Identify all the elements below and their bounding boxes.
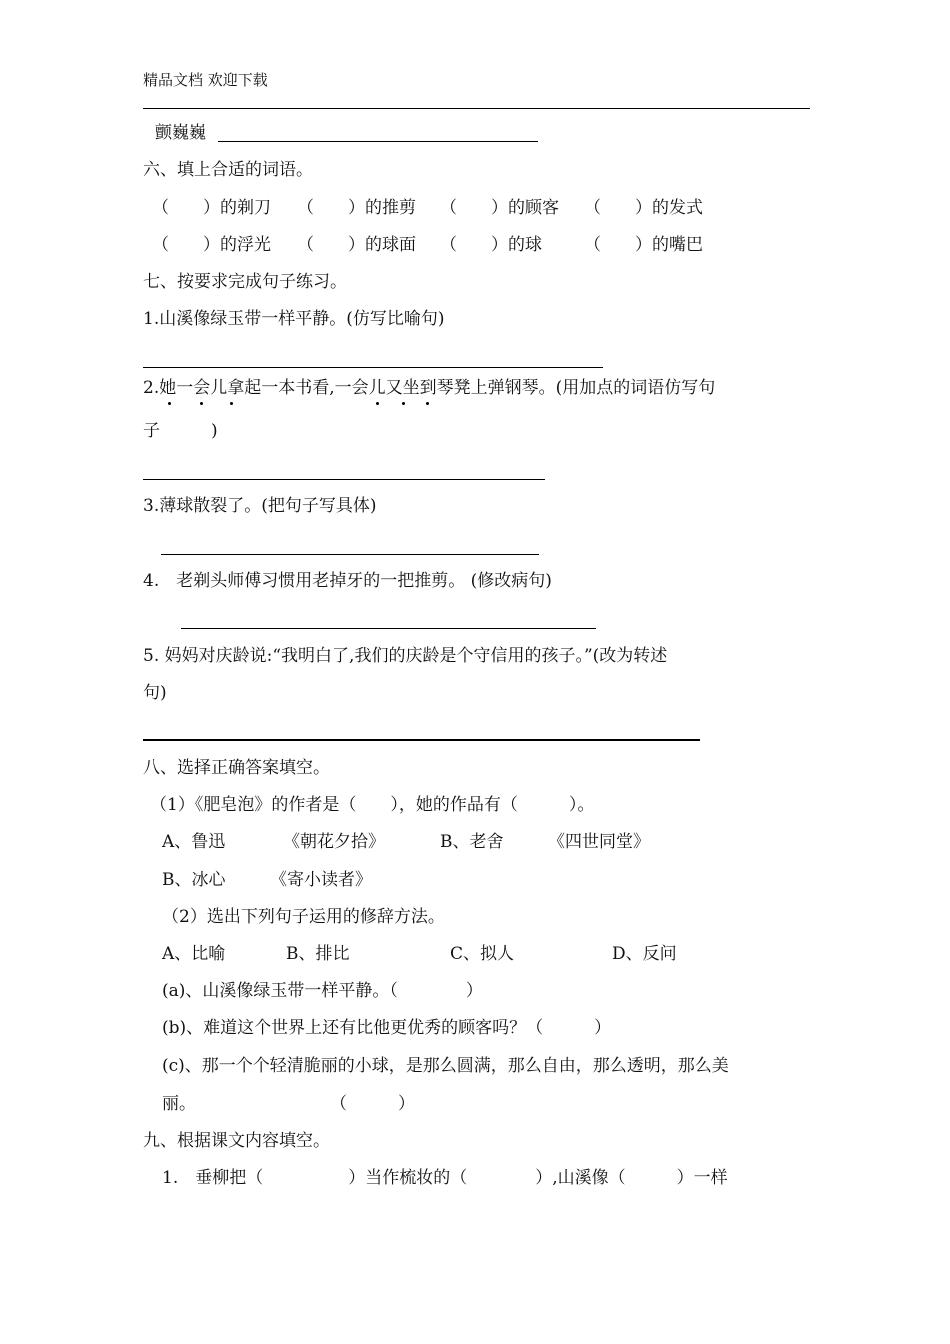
fill-item: （ ）的剃刀 <box>152 198 271 218</box>
rhetoric-option: D、反问 <box>612 944 677 964</box>
fill-item: （ ）的球面 <box>297 235 416 255</box>
emphasis-dot <box>402 402 405 405</box>
header-rule <box>143 108 810 109</box>
rhetoric-option: C、拟人 <box>450 944 515 964</box>
fill-question-1: 1. 垂柳把（ ）当作梳妆的（ ）,山溪像（ ）一样 <box>162 1168 728 1188</box>
sentence-a: (a)、山溪像绿玉带一样平静。（ ） <box>162 981 483 1001</box>
fill-item: （ ）的发式 <box>584 198 703 218</box>
emphasis-dot <box>168 402 171 405</box>
emphasis-dot <box>376 402 379 405</box>
emphasis-dot <box>230 402 233 405</box>
rhetoric-option: B、排比 <box>286 944 350 964</box>
answer-blank <box>143 367 603 368</box>
choice-question-2: （2）选出下列句子运用的修辞方法。 <box>162 907 445 927</box>
section-eight-title: 八、选择正确答案填空。 <box>143 758 330 778</box>
option-b-work: 《四世同堂》 <box>548 832 650 852</box>
section-nine-title: 九、根据课文内容填空。 <box>143 1131 330 1151</box>
sentence-b: (b)、难道这个世界上还有比他更优秀的顾客吗？（ ） <box>162 1018 612 1038</box>
answer-blank <box>218 141 538 142</box>
fill-item: （ ）的顾客 <box>440 198 559 218</box>
fill-item: （ ）的推剪 <box>297 198 416 218</box>
answer-blank <box>161 554 539 555</box>
choice-question-1: （1）《肥皂泡》的作者是（ ），她的作品有（ ）。 <box>150 795 595 815</box>
sentence-c-blank: （ ） <box>330 1094 415 1114</box>
option-c: B、冰心 <box>162 870 226 890</box>
section-six-title: 六、填上合适的词语。 <box>143 160 313 180</box>
answer-blank <box>143 739 700 741</box>
question-1: 1.山溪像绿玉带一样平静。(仿写比喻句) <box>143 309 445 329</box>
rhetoric-option: A、比喻 <box>162 944 226 964</box>
sentence-c: (c)、那一个个轻清脆丽的小球，是那么圆满，那么自由，那么透明，那么美 <box>162 1056 729 1076</box>
answer-blank <box>181 628 596 629</box>
question-5-cont: 句) <box>143 683 167 703</box>
emphasis-dot <box>200 402 203 405</box>
option-c-work: 《寄小读者》 <box>270 870 372 890</box>
emphasis-dot <box>426 402 429 405</box>
section-seven-title: 七、按要求完成句子练习。 <box>143 272 347 292</box>
sentence-c-cont: 丽。 <box>162 1094 196 1114</box>
word-line: 颤巍巍 <box>155 123 206 143</box>
option-b: B、老舍 <box>440 832 504 852</box>
header-title: 精品文档 欢迎下载 <box>143 71 268 89</box>
option-a: A、鲁迅 <box>162 832 226 852</box>
question-2-cont: 子 ) <box>143 421 218 441</box>
fill-item: （ ）的嘴巴 <box>584 235 703 255</box>
question-2: 2.她一会儿拿起一本书看,一会儿又坐到琴凳上弹钢琴。(用加点的词语仿写句 <box>143 378 716 398</box>
question-4: 4. 老剃头师傅习惯用老掉牙的一把推剪。 (修改病句) <box>143 571 552 591</box>
question-5: 5. 妈妈对庆龄说:“我明白了,我们的庆龄是个守信用的孩子。”(改为转述 <box>143 646 668 666</box>
question-3: 3.薄球散裂了。(把句子写具体) <box>143 496 377 516</box>
fill-item: （ ）的球 <box>440 235 542 255</box>
fill-item: （ ）的浮光 <box>152 235 271 255</box>
option-a-work: 《朝花夕拾》 <box>283 832 385 852</box>
answer-blank <box>143 479 545 480</box>
